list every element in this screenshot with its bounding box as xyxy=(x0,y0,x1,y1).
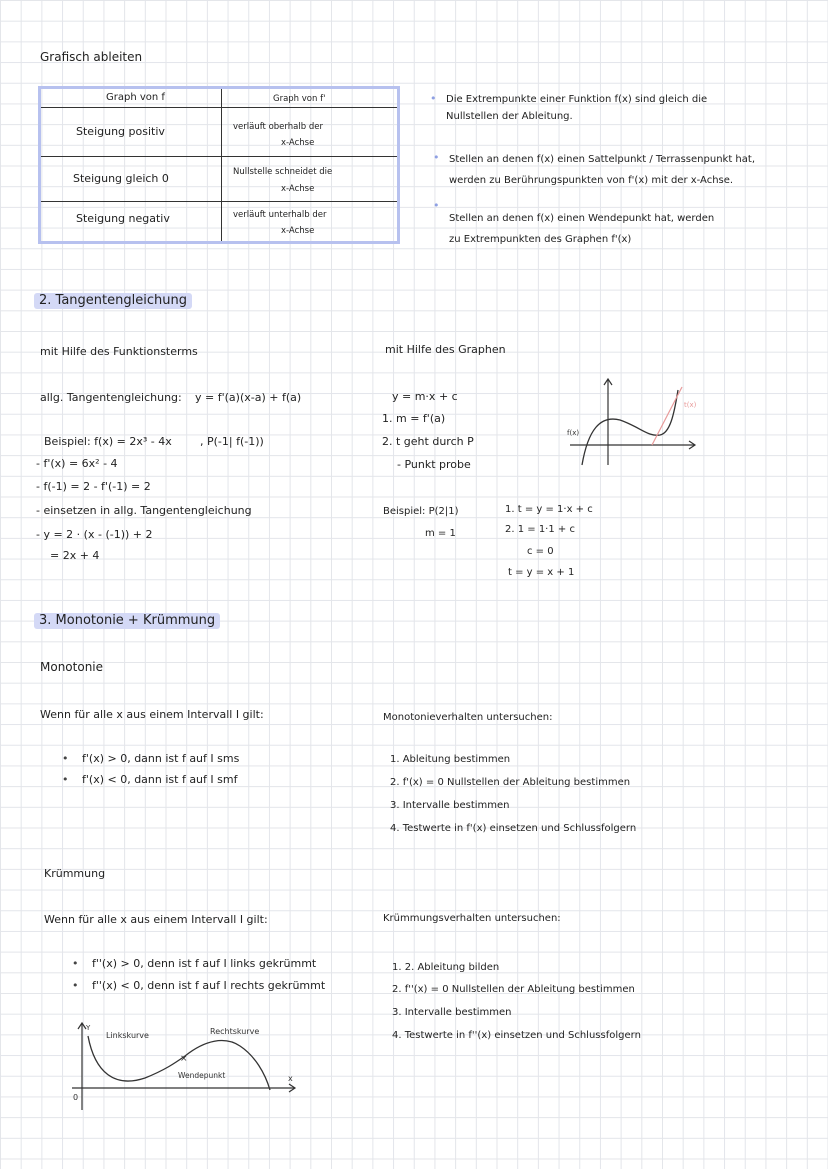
function-curve xyxy=(582,390,678,465)
tangent-step: = 2x + 4 xyxy=(50,549,100,562)
table-row-right-axis: x-Achse xyxy=(281,184,315,194)
tangent-right-subtitle: mit Hilfe des Graphen xyxy=(385,343,506,356)
graph-method-line: 2. t geht durch P xyxy=(382,435,474,448)
graph-calc-line: t = y = x + 1 xyxy=(508,567,575,578)
tangent-step: - einsetzen in allg. Tangentengleichung xyxy=(36,504,252,517)
section-title-tangent: 2. Tangentengleichung xyxy=(34,293,192,309)
tangent-general-formula: y = f'(a)(x-a) + f(a) xyxy=(195,391,302,404)
monotonie-step: 1. Ableitung bestimmen xyxy=(390,754,511,765)
note-bullet-icon: • xyxy=(433,151,440,164)
monotonie-step: 3. Intervalle bestimmen xyxy=(390,800,510,811)
tangent-step: - y = 2 · (x - (-1)) + 2 xyxy=(36,528,153,541)
axis-x-label: x xyxy=(288,1074,293,1083)
monotonie-bullet: f'(x) < 0, dann ist f auf I smf xyxy=(82,773,238,786)
kruemmung-bullet: f''(x) < 0, denn ist f auf I rechts gekrümmt xyxy=(92,979,326,992)
monotonie-bullet: f'(x) > 0, dann ist f auf I sms xyxy=(82,752,240,765)
monotonie-step: 4. Testwerte in f'(x) einsetzen und Schlussfolgern xyxy=(390,823,637,834)
table-row-left: Steigung positiv xyxy=(76,125,165,138)
monotonie-heading: Monotonie xyxy=(40,660,104,674)
tangent-left-subtitle: mit Hilfe des Funktionsterms xyxy=(40,345,198,358)
kruemmung-right-title: Krümmungsverhalten untersuchen: xyxy=(383,913,561,924)
note-line: zu Extrempunkten des Graphen f'(x) xyxy=(449,234,632,245)
tangent-general-label: allg. Tangentengleichung: xyxy=(40,391,182,404)
kruemmung-step: 3. Intervalle bestimmen xyxy=(392,1007,512,1018)
note-line: werden zu Berührungspunkten von f'(x) mit der x-Achse. xyxy=(449,175,734,186)
table-row-right: Nullstelle schneidet die xyxy=(233,167,333,177)
table-row-left: Steigung negativ xyxy=(76,212,170,225)
bullet-icon: • xyxy=(62,752,69,765)
kruemmung-step: 4. Testwerte in f''(x) einsetzen und Schlussfolgern xyxy=(392,1030,641,1041)
graph-calc-line: 1. t = y = 1·x + c xyxy=(505,504,593,515)
kruemmung-bullet: f''(x) > 0, denn ist f auf I links gekrümmt xyxy=(92,957,317,970)
graph-method-line: 1. m = f'(a) xyxy=(382,412,446,425)
graph-label-tx: t(x) xyxy=(684,401,697,409)
section-title-grafisch: Grafisch ableiten xyxy=(40,50,143,64)
curvature-curve xyxy=(88,1036,270,1090)
axis-y-label: Y xyxy=(86,1024,91,1032)
derivative-table xyxy=(38,86,400,244)
note-bullet-icon: • xyxy=(430,92,437,105)
table-row-left: Steigung gleich 0 xyxy=(73,172,169,185)
graph-method-line: - Punkt probe xyxy=(397,458,471,471)
graph-calc-line: 2. 1 = 1·1 + c xyxy=(505,524,575,535)
tangent-line xyxy=(652,387,682,445)
graph-example-m: m = 1 xyxy=(425,528,456,539)
bullet-icon: • xyxy=(62,773,69,786)
table-header-right: Graph von f' xyxy=(273,94,326,104)
monotonie-right-title: Monotonieverhalten untersuchen: xyxy=(383,712,553,723)
wendepunkt-marker-icon: × xyxy=(180,1054,188,1064)
kruemmung-step: 2. f''(x) = 0 Nullstellen der Ableitung bestimmen xyxy=(392,984,635,995)
note-line: Stellen an denen f(x) einen Wendepunkt hat, werden xyxy=(449,213,715,224)
graph-label-fx: f(x) xyxy=(567,429,580,437)
section-title-monotonie: 3. Monotonie + Krümmung xyxy=(34,613,220,629)
monotonie-intro: Wenn für alle x aus einem Intervall I gilt: xyxy=(40,708,264,721)
linkskurve-label: Linkskurve xyxy=(106,1031,149,1040)
rechtskurve-label: Rechtskurve xyxy=(210,1027,260,1036)
graph-calc-line: c = 0 xyxy=(527,546,554,557)
tangent-step: - f(-1) = 2 - f'(-1) = 2 xyxy=(36,480,151,493)
kruemmung-heading: Krümmung xyxy=(44,867,106,880)
table-header-left: Graph von f xyxy=(106,92,165,103)
graph-example-label: Beispiel: P(2|1) xyxy=(383,506,459,517)
kruemmung-intro: Wenn für alle x aus einem Intervall I gilt: xyxy=(44,913,268,926)
tangent-example-label: Beispiel: f(x) = 2x³ - 4x xyxy=(44,435,172,448)
note-line: Die Extrempunkte einer Funktion f(x) sind gleich die xyxy=(446,94,708,105)
tangent-step: - f'(x) = 6x² - 4 xyxy=(36,457,118,470)
wendepunkt-label: Wendepunkt xyxy=(178,1071,226,1080)
table-row-right: verläuft oberhalb der xyxy=(233,122,323,132)
note-line: Stellen an denen f(x) einen Sattelpunkt / Terrassenpunkt hat, xyxy=(449,154,755,165)
curvature-graph xyxy=(70,1018,310,1128)
table-row-right-axis: x-Achse xyxy=(281,138,315,148)
tangent-example-point: , P(-1| f(-1)) xyxy=(200,435,264,448)
bullet-icon: • xyxy=(72,957,79,970)
graph-method-line: y = m·x + c xyxy=(392,390,458,403)
kruemmung-step: 1. 2. Ableitung bilden xyxy=(392,962,500,973)
monotonie-step: 2. f'(x) = 0 Nullstellen der Ableitung bestimmen xyxy=(390,777,631,788)
bullet-icon: • xyxy=(72,979,79,992)
note-line: Nullstellen der Ableitung. xyxy=(446,111,573,122)
table-row-right-axis: x-Achse xyxy=(281,226,315,236)
axis-origin-label: 0 xyxy=(73,1093,79,1102)
note-bullet-icon: • xyxy=(433,199,440,212)
tangent-graph xyxy=(560,375,710,475)
table-row-right: verläuft unterhalb der xyxy=(233,210,327,220)
